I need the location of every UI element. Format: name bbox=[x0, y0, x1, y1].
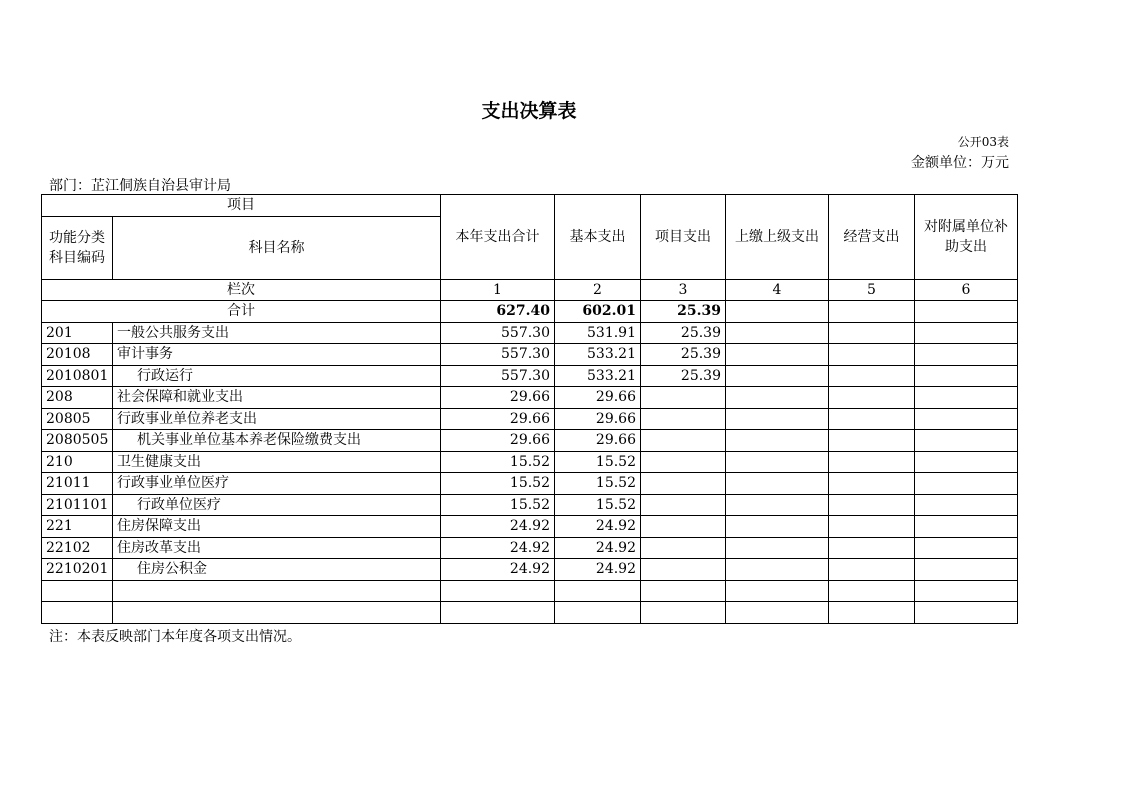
row-value bbox=[915, 344, 1018, 366]
row-value bbox=[641, 559, 726, 581]
row-value: 24.92 bbox=[441, 516, 555, 538]
row-value bbox=[829, 344, 915, 366]
row-value bbox=[829, 365, 915, 387]
row-code: 201 bbox=[42, 322, 113, 344]
row-value bbox=[641, 430, 726, 452]
header-project-expenditure: 项目支出 bbox=[641, 195, 726, 280]
index-number: 3 bbox=[641, 279, 726, 301]
row-value bbox=[915, 451, 1018, 473]
header-subsidiary-subsidy: 对附属单位补助支出 bbox=[915, 195, 1018, 280]
row-value: 29.66 bbox=[555, 430, 641, 452]
expenditure-table bbox=[41, 194, 1018, 624]
row-value bbox=[555, 580, 641, 602]
row-value bbox=[829, 473, 915, 495]
row-value bbox=[726, 516, 829, 538]
row-value bbox=[915, 430, 1018, 452]
row-value: 29.66 bbox=[555, 408, 641, 430]
row-value: 533.21 bbox=[555, 365, 641, 387]
row-value bbox=[641, 537, 726, 559]
row-value: 15.52 bbox=[555, 473, 641, 495]
row-value bbox=[829, 516, 915, 538]
table-row bbox=[42, 559, 1018, 581]
table-row bbox=[42, 344, 1018, 366]
row-value: 24.92 bbox=[555, 537, 641, 559]
row-value bbox=[829, 537, 915, 559]
table-body bbox=[42, 195, 1018, 624]
row-value bbox=[915, 580, 1018, 602]
row-value: 24.92 bbox=[441, 559, 555, 581]
row-code: 20108 bbox=[42, 344, 113, 366]
row-value: 29.66 bbox=[441, 430, 555, 452]
total-value: 25.39 bbox=[641, 301, 726, 323]
row-code: 22102 bbox=[42, 537, 113, 559]
table-row bbox=[42, 602, 1018, 624]
row-value bbox=[915, 408, 1018, 430]
table-row bbox=[42, 387, 1018, 409]
row-code bbox=[42, 580, 113, 602]
row-code: 210 bbox=[42, 451, 113, 473]
row-value: 15.52 bbox=[441, 473, 555, 495]
row-value bbox=[829, 322, 915, 344]
row-value bbox=[915, 387, 1018, 409]
index-label: 栏次 bbox=[42, 279, 441, 301]
row-value bbox=[726, 365, 829, 387]
row-value bbox=[726, 559, 829, 581]
row-value bbox=[726, 473, 829, 495]
total-value bbox=[829, 301, 915, 323]
row-value bbox=[641, 408, 726, 430]
index-number: 1 bbox=[441, 279, 555, 301]
row-code: 2010801 bbox=[42, 365, 113, 387]
row-value bbox=[555, 602, 641, 624]
unit-label: 金额单位：万元 bbox=[911, 155, 1009, 171]
table-row bbox=[42, 408, 1018, 430]
row-value bbox=[829, 559, 915, 581]
total-value: 627.40 bbox=[441, 301, 555, 323]
table-row bbox=[42, 451, 1018, 473]
index-number: 6 bbox=[915, 279, 1018, 301]
row-value: 15.52 bbox=[441, 451, 555, 473]
index-number: 2 bbox=[555, 279, 641, 301]
row-value bbox=[726, 430, 829, 452]
total-value bbox=[726, 301, 829, 323]
row-value: 25.39 bbox=[641, 365, 726, 387]
row-name: 社会保障和就业支出 bbox=[113, 387, 441, 409]
table-row bbox=[42, 580, 1018, 602]
table-row bbox=[42, 322, 1018, 344]
header-operating-expenditure: 经营支出 bbox=[829, 195, 915, 280]
footnote: 注：本表反映部门本年度各项支出情况。 bbox=[49, 629, 301, 645]
row-value: 557.30 bbox=[441, 365, 555, 387]
total-label: 合计 bbox=[42, 301, 441, 323]
row-value: 25.39 bbox=[641, 322, 726, 344]
header-basic-expenditure: 基本支出 bbox=[555, 195, 641, 280]
row-value: 15.52 bbox=[555, 451, 641, 473]
row-name bbox=[113, 602, 441, 624]
row-value bbox=[726, 408, 829, 430]
row-name: 行政运行 bbox=[113, 365, 441, 387]
row-value: 25.39 bbox=[641, 344, 726, 366]
row-value bbox=[829, 387, 915, 409]
row-value: 557.30 bbox=[441, 322, 555, 344]
row-code: 20805 bbox=[42, 408, 113, 430]
header-name: 科目名称 bbox=[113, 216, 441, 279]
total-row bbox=[42, 301, 1018, 323]
row-name: 机关事业单位基本养老保险缴费支出 bbox=[113, 430, 441, 452]
row-name: 审计事务 bbox=[113, 344, 441, 366]
row-value bbox=[915, 322, 1018, 344]
header-remit-superior: 上缴上级支出 bbox=[726, 195, 829, 280]
row-value bbox=[641, 580, 726, 602]
table-row bbox=[42, 516, 1018, 538]
index-number: 5 bbox=[829, 279, 915, 301]
row-value: 29.66 bbox=[555, 387, 641, 409]
row-value bbox=[915, 516, 1018, 538]
row-value bbox=[829, 602, 915, 624]
row-value bbox=[829, 430, 915, 452]
row-value bbox=[829, 451, 915, 473]
row-value bbox=[726, 537, 829, 559]
page-title: 支出决算表 bbox=[481, 100, 577, 122]
row-code: 208 bbox=[42, 387, 113, 409]
row-value bbox=[726, 580, 829, 602]
row-value: 29.66 bbox=[441, 408, 555, 430]
row-value bbox=[441, 602, 555, 624]
total-value: 602.01 bbox=[555, 301, 641, 323]
row-value bbox=[915, 602, 1018, 624]
row-value: 531.91 bbox=[555, 322, 641, 344]
row-value bbox=[726, 387, 829, 409]
row-value: 24.92 bbox=[555, 516, 641, 538]
row-value bbox=[641, 494, 726, 516]
row-code: 221 bbox=[42, 516, 113, 538]
row-value: 24.92 bbox=[441, 537, 555, 559]
row-value bbox=[915, 494, 1018, 516]
row-value bbox=[441, 580, 555, 602]
row-value bbox=[829, 494, 915, 516]
row-code: 2101101 bbox=[42, 494, 113, 516]
row-name: 住房保障支出 bbox=[113, 516, 441, 538]
row-value: 24.92 bbox=[555, 559, 641, 581]
row-value bbox=[915, 537, 1018, 559]
row-value bbox=[641, 451, 726, 473]
row-name bbox=[113, 580, 441, 602]
row-name: 一般公共服务支出 bbox=[113, 322, 441, 344]
row-value: 15.52 bbox=[555, 494, 641, 516]
header-total-expenditure: 本年支出合计 bbox=[441, 195, 555, 280]
row-name: 卫生健康支出 bbox=[113, 451, 441, 473]
row-code: 21011 bbox=[42, 473, 113, 495]
row-value bbox=[829, 580, 915, 602]
table-row bbox=[42, 473, 1018, 495]
row-name: 行政事业单位医疗 bbox=[113, 473, 441, 495]
row-value bbox=[641, 602, 726, 624]
table-row bbox=[42, 430, 1018, 452]
row-code: 2080505 bbox=[42, 430, 113, 452]
row-value bbox=[726, 322, 829, 344]
row-value bbox=[829, 408, 915, 430]
row-value bbox=[641, 516, 726, 538]
row-value bbox=[726, 494, 829, 516]
header-row-1 bbox=[42, 195, 1018, 217]
row-value bbox=[726, 344, 829, 366]
row-code bbox=[42, 602, 113, 624]
row-value: 533.21 bbox=[555, 344, 641, 366]
row-name: 行政事业单位养老支出 bbox=[113, 408, 441, 430]
table-row bbox=[42, 537, 1018, 559]
index-number: 4 bbox=[726, 279, 829, 301]
index-row bbox=[42, 279, 1018, 301]
row-value bbox=[915, 559, 1018, 581]
department-label: 部门：芷江侗族自治县审计局 bbox=[49, 178, 231, 194]
table-row bbox=[42, 494, 1018, 516]
header-code: 功能分类科目编码 bbox=[42, 216, 113, 279]
row-value bbox=[915, 473, 1018, 495]
row-name: 行政单位医疗 bbox=[113, 494, 441, 516]
table-row bbox=[42, 365, 1018, 387]
row-value bbox=[726, 602, 829, 624]
row-code: 2210201 bbox=[42, 559, 113, 581]
form-code: 公开03表 bbox=[957, 135, 1009, 149]
row-name: 住房公积金 bbox=[113, 559, 441, 581]
row-value bbox=[641, 387, 726, 409]
row-value bbox=[726, 451, 829, 473]
header-project: 项目 bbox=[42, 195, 441, 217]
row-value bbox=[641, 473, 726, 495]
total-value bbox=[915, 301, 1018, 323]
row-value: 557.30 bbox=[441, 344, 555, 366]
row-value: 15.52 bbox=[441, 494, 555, 516]
row-value bbox=[915, 365, 1018, 387]
row-value: 29.66 bbox=[441, 387, 555, 409]
row-name: 住房改革支出 bbox=[113, 537, 441, 559]
